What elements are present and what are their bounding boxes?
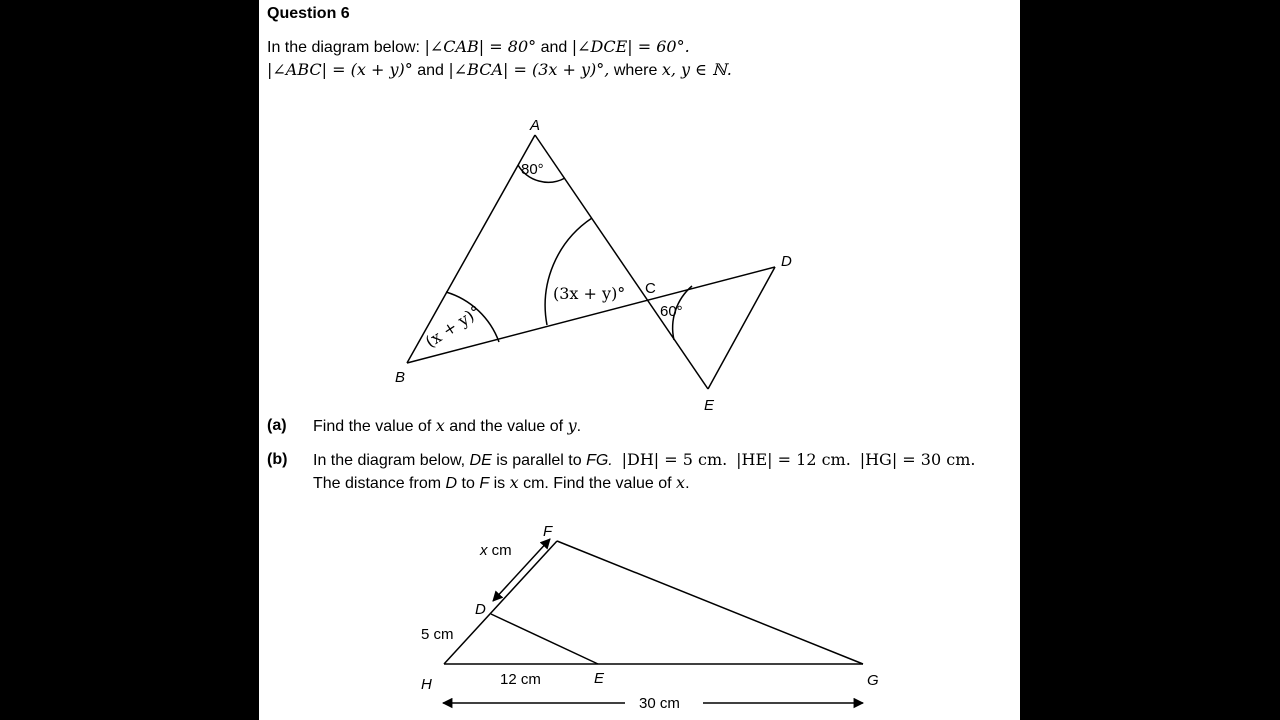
he-length-label: 12 cm [500,671,541,688]
intro-and-1: and [540,39,568,56]
angle-b-label: (x + y)° [421,301,485,352]
vertex-label-b: B [395,369,406,386]
part-a-var-x: x [435,416,445,435]
xcm-unit: cm [491,542,512,559]
angle-dce-equation: |∠DCE| = 60°. [571,37,690,56]
point-label-g: G [867,672,879,689]
point-label-e: E [594,670,605,687]
part-a-mid: and the value of [449,418,564,435]
point-label-d: D [475,601,486,618]
part-b-line-2 [313,473,690,494]
line-ae [535,135,708,389]
part-b-parallel: is parallel to [496,452,582,469]
angle-c-label: (3x + y)° [553,284,626,303]
line-de [491,614,598,664]
part-a-marker: (a) [267,417,287,434]
part-b-prefix: In the diagram below, [313,452,466,469]
vertex-label-a: A [530,117,541,134]
part-b-he-equation: |HE| = 12 cm. [736,450,851,469]
part-b-dh-equation: |DH| = 5 cm. [621,450,728,469]
xcm-var: x [480,542,488,559]
part-b-de: DE [469,452,492,469]
xcm-arrow [493,539,550,601]
part-a-var-y: y [567,416,577,435]
part-b-distance-from: The distance from [313,475,442,492]
angle-cab-equation: |∠CAB| = 80° [424,37,537,56]
xcm-label [479,542,512,559]
line-ab [407,135,535,363]
line-fg [557,541,863,664]
part-b-end: . [685,475,690,492]
vertex-label-d: D [781,253,792,270]
part-b-f: F [479,475,490,492]
vertex-label-e: E [704,397,715,414]
part-b-x: x [509,473,519,492]
point-label-f: F [543,523,553,540]
angle-a-label: 80° [521,161,544,178]
angle-dce-label: 60° [660,303,683,320]
xy-natural-set: x, y ∈ ℕ. [661,60,732,79]
arc-angle-c [545,218,592,325]
part-b-to: to [461,475,475,492]
part-a-prefix: Find the value of [313,418,432,435]
part-b-marker: (b) [267,451,288,468]
part-b-is: is [493,475,506,492]
point-label-h: H [421,676,432,693]
intro-where: where [613,62,658,79]
part-b-x2: x [676,473,686,492]
part-b-hg-equation: |HG| = 30 cm. [859,450,976,469]
line-de [708,267,775,389]
vertex-label-c: C [645,280,656,297]
angle-abc-equation: |∠ABC| = (x + y)° [267,60,413,79]
intro-prefix: In the diagram below: [267,39,420,56]
intro-and-2: and [417,62,444,79]
part-b-d: D [445,475,458,492]
part-b-find: cm. Find the value of [523,475,672,492]
part-a-text [313,416,581,437]
question-page [259,0,1020,720]
question-title: Question 6 [267,5,350,22]
dh-length-label: 5 cm [421,626,454,643]
triangle-diagram-1 [259,0,1020,420]
part-b-fg: FG. [586,452,613,469]
hg-length-label: 30 cm [639,695,680,712]
part-b-line-1 [313,450,975,471]
part-a-end: . [576,418,582,435]
angle-bca-equation: |∠BCA| = (3x + y)°, [448,60,610,79]
line-hf [444,541,557,664]
